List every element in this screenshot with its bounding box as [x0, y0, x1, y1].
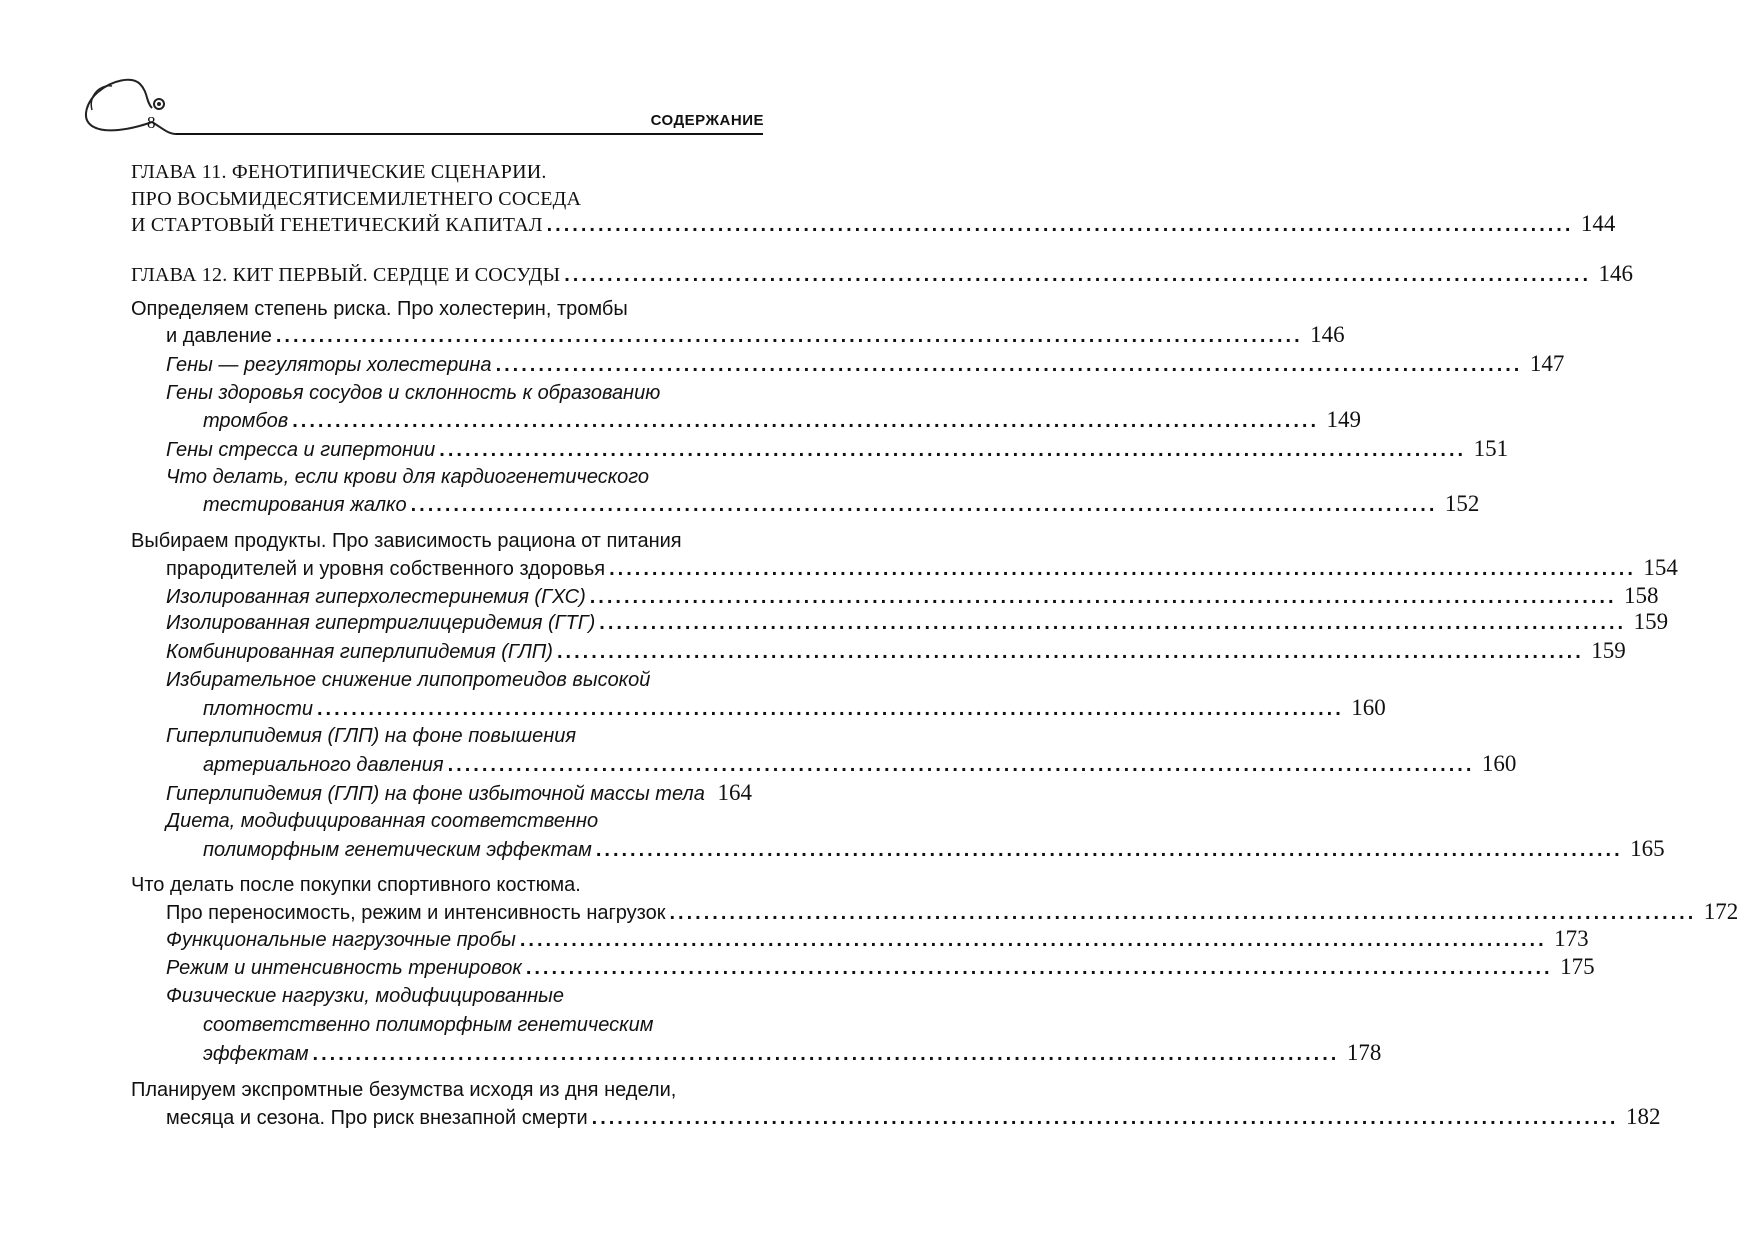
toc-entry[interactable] [203, 1038, 1382, 1069]
toc-entry-continuation [203, 1010, 653, 1040]
toc-entry-title: и давление [166, 325, 272, 347]
dot-leader: ........................................................................................................................ [525, 957, 1553, 979]
dot-leader: ........................................................................................................................ [546, 214, 1574, 236]
toc-entry-title: соответственно полиморфным генетическим [203, 1014, 654, 1036]
toc-entry-title: Определяем степень риска. Про холестерин, тромбы [131, 298, 628, 320]
toc-entry-continuation [166, 721, 576, 751]
toc-page-number: 160 [1351, 695, 1386, 720]
toc-entry[interactable] [166, 636, 1626, 667]
toc-entry-title: тромбов [203, 410, 289, 432]
toc-page-number: 144 [1580, 211, 1616, 236]
dot-leader: ........................................................................................................................ [609, 558, 1636, 580]
toc-entry-continuation [166, 981, 564, 1011]
toc-entry-continuation [131, 526, 682, 556]
toc-entry[interactable] [166, 607, 1669, 638]
toc-page-number: 160 [1481, 751, 1517, 776]
toc-entry-title: Гены стресса и гипертонии [166, 439, 436, 461]
dot-leader: ........................................................................................................................ [595, 839, 1623, 861]
toc-entry-title: прародителей и уровня собственного здоровья [166, 558, 606, 580]
toc-entry-title: Избирательное снижение липопротеидов высокой [166, 669, 651, 691]
toc-page-number: 178 [1346, 1040, 1382, 1065]
toc-entry[interactable] [166, 924, 1589, 955]
toc-entry[interactable] [203, 834, 1665, 865]
toc-entry-continuation [166, 462, 649, 492]
dot-leader: ........................................................................................................................ [519, 929, 1547, 951]
toc-entry-continuation [131, 870, 581, 900]
toc-entry[interactable] [166, 434, 1509, 465]
toc-page-number: 164 [717, 780, 752, 805]
dot-leader: ........................................................................................................................ [292, 410, 1320, 432]
dot-leader: ........................................................................................................................ [589, 586, 1617, 608]
toc-entry-title: месяца и сезона. Про риск внезапной смерти [166, 1107, 588, 1129]
toc-entry-title: ГЛАВА 12. КИТ ПЕРВЫЙ. СЕРДЦЕ И СОСУДЫ [131, 264, 561, 286]
toc-entry-title: Комбинированная гиперлипидемия (ГЛП) [166, 641, 553, 663]
dot-leader: ........................................................................................................................ [564, 264, 1592, 286]
toc-page-number: 146 [1598, 261, 1634, 286]
toc-page-number: 147 [1529, 351, 1565, 376]
dot-leader [709, 779, 710, 809]
dot-leader: ........................................................................................................................ [591, 1107, 1619, 1129]
toc-page-number: 152 [1444, 491, 1480, 516]
toc-entry-title: Изолированная гиперхолестеринемия (ГХС) [166, 586, 586, 608]
toc-page-number: 172 [1703, 899, 1738, 924]
toc-entry[interactable] [166, 778, 752, 809]
toc-page-number: 159 [1591, 638, 1626, 663]
toc-page-number: 146 [1310, 322, 1345, 347]
toc-page-number: 173 [1554, 926, 1589, 951]
toc-entry[interactable] [166, 320, 1345, 351]
toc-entry-title: Гены здоровья сосудов и склонность к образованию [166, 382, 661, 404]
toc-page-number: 165 [1630, 836, 1665, 861]
toc-page-number: 149 [1326, 407, 1362, 432]
toc-entry-title: Физические нагрузки, модифицированные [166, 985, 564, 1007]
toc-entry-continuation [166, 806, 598, 836]
toc-entry-title: Гены — регуляторы холестерина [166, 354, 492, 376]
toc-entry[interactable] [203, 693, 1386, 724]
toc-entry-title: артериального давления [203, 754, 444, 776]
toc-page-number: 159 [1633, 609, 1669, 634]
toc-entry-continuation [131, 1075, 676, 1105]
toc-entry-continuation [131, 157, 547, 187]
toc-page-number: 151 [1473, 436, 1509, 461]
toc-entry[interactable] [203, 489, 1480, 520]
toc-entry-title: полиморфным генетическим эффектам [203, 839, 592, 861]
running-title: СОДЕРЖАНИЕ [650, 112, 764, 129]
dot-leader: ........................................................................................................................ [599, 612, 1627, 634]
dot-leader: ........................................................................................................................ [556, 641, 1584, 663]
toc-page-number: 182 [1625, 1104, 1661, 1129]
toc-entry-continuation [166, 665, 650, 695]
dot-leader: ........................................................................................................................ [316, 698, 1344, 720]
toc-entry-title: Изолированная гипертриглицеридемия (ГТГ) [166, 612, 596, 634]
toc-entry-title: ГЛАВА 11. ФЕНОТИПИЧЕСКИЕ СЦЕНАРИИ. [131, 161, 547, 183]
toc-entry-title: эффектам [203, 1043, 309, 1065]
toc-entry-title: ПРО ВОСЬМИДЕСЯТИСЕМИЛЕТНЕГО СОСЕДА [131, 188, 582, 210]
dot-leader: ........................................................................................................................ [447, 754, 1475, 776]
toc-entry[interactable] [166, 952, 1595, 983]
toc-entry[interactable] [203, 405, 1362, 436]
toc-entry-title: Про переносимость, режим и интенсивность нагрузок [166, 902, 666, 924]
toc-entry-title: Гиперлипидемия (ГЛП) на фоне избыточной массы тела [166, 783, 705, 805]
toc-entry-title: тестирования жалко [203, 494, 407, 516]
toc-entry-continuation [166, 378, 660, 408]
dot-leader: ........................................................................................................................ [495, 354, 1523, 376]
toc-entry[interactable] [131, 259, 1634, 290]
toc-entry-title: Выбираем продукты. Про зависимость рациона от питания [131, 530, 682, 552]
dot-leader: ........................................................................................................................ [275, 325, 1303, 347]
toc-page-number: 175 [1560, 954, 1595, 979]
toc-entry-title: Что делать после покупки спортивного костюма. [131, 874, 581, 896]
toc-page-number: 158 [1624, 583, 1659, 608]
toc-entry[interactable] [131, 209, 1616, 240]
toc-entry-title: Что делать, если крови для кардиогенетического [166, 466, 650, 488]
dot-leader: ........................................................................................................................ [312, 1043, 1340, 1065]
toc-entry[interactable] [166, 1102, 1661, 1133]
dot-leader: ........................................................................................................................ [439, 439, 1467, 461]
toc-entry-title: Функциональные нагрузочные пробы [166, 929, 516, 951]
dot-leader: ........................................................................................................................ [669, 902, 1697, 924]
toc-entry-title: плотности [203, 698, 313, 720]
toc-entry-title: Режим и интенсивность тренировок [166, 957, 522, 979]
toc-entry[interactable] [166, 349, 1565, 380]
toc-page-number: 154 [1643, 555, 1678, 580]
toc-entry-title: Диета, модифицированная соответственно [166, 810, 599, 832]
toc-entry-title: И СТАРТОВЫЙ ГЕНЕТИЧЕСКИЙ КАПИТАЛ [131, 214, 543, 236]
toc-entry[interactable] [166, 553, 1678, 584]
toc-entry-title: Планируем экспромтные безумства исходя из дня недели, [131, 1079, 677, 1101]
toc-entry[interactable] [203, 749, 1517, 780]
dot-leader: ........................................................................................................................ [410, 494, 1438, 516]
page-number: 8 [147, 113, 156, 132]
toc-entry-title: Гиперлипидемия (ГЛП) на фоне повышения [166, 725, 577, 747]
